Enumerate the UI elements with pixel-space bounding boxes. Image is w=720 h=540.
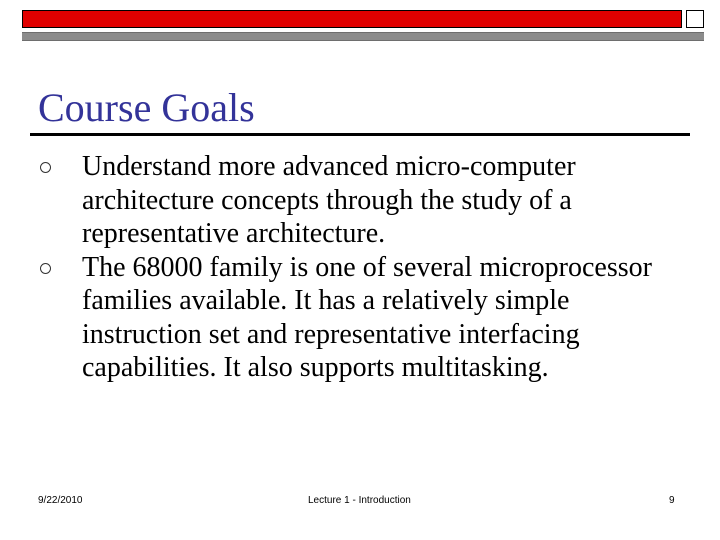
hollow-circle-bullet-icon xyxy=(40,263,51,274)
footer-date: 9/22/2010 xyxy=(38,495,83,506)
bullet-text: Understand more advanced micro-computer architecture concepts through the study of a representative architecture. xyxy=(82,151,576,249)
hollow-circle-bullet-icon xyxy=(40,162,51,173)
top-gray-band xyxy=(22,32,704,41)
bullet-item xyxy=(40,150,680,251)
footer-page-number: 9 xyxy=(669,495,675,506)
title-underline-rule xyxy=(30,133,690,136)
bullet-list xyxy=(40,150,680,385)
top-decoration-bar xyxy=(22,10,704,37)
top-corner-square xyxy=(686,10,704,28)
bullet-item xyxy=(40,251,680,385)
footer-lecture-label: Lecture 1 - Introduction xyxy=(308,495,411,506)
top-red-bar xyxy=(22,10,682,28)
bullet-text: The 68000 family is one of several microprocessor families available. It has a relatively simple instruction set and representative interfacing capabilities. It also supports multitasking. xyxy=(82,251,652,383)
slide-title: Course Goals xyxy=(38,85,255,130)
